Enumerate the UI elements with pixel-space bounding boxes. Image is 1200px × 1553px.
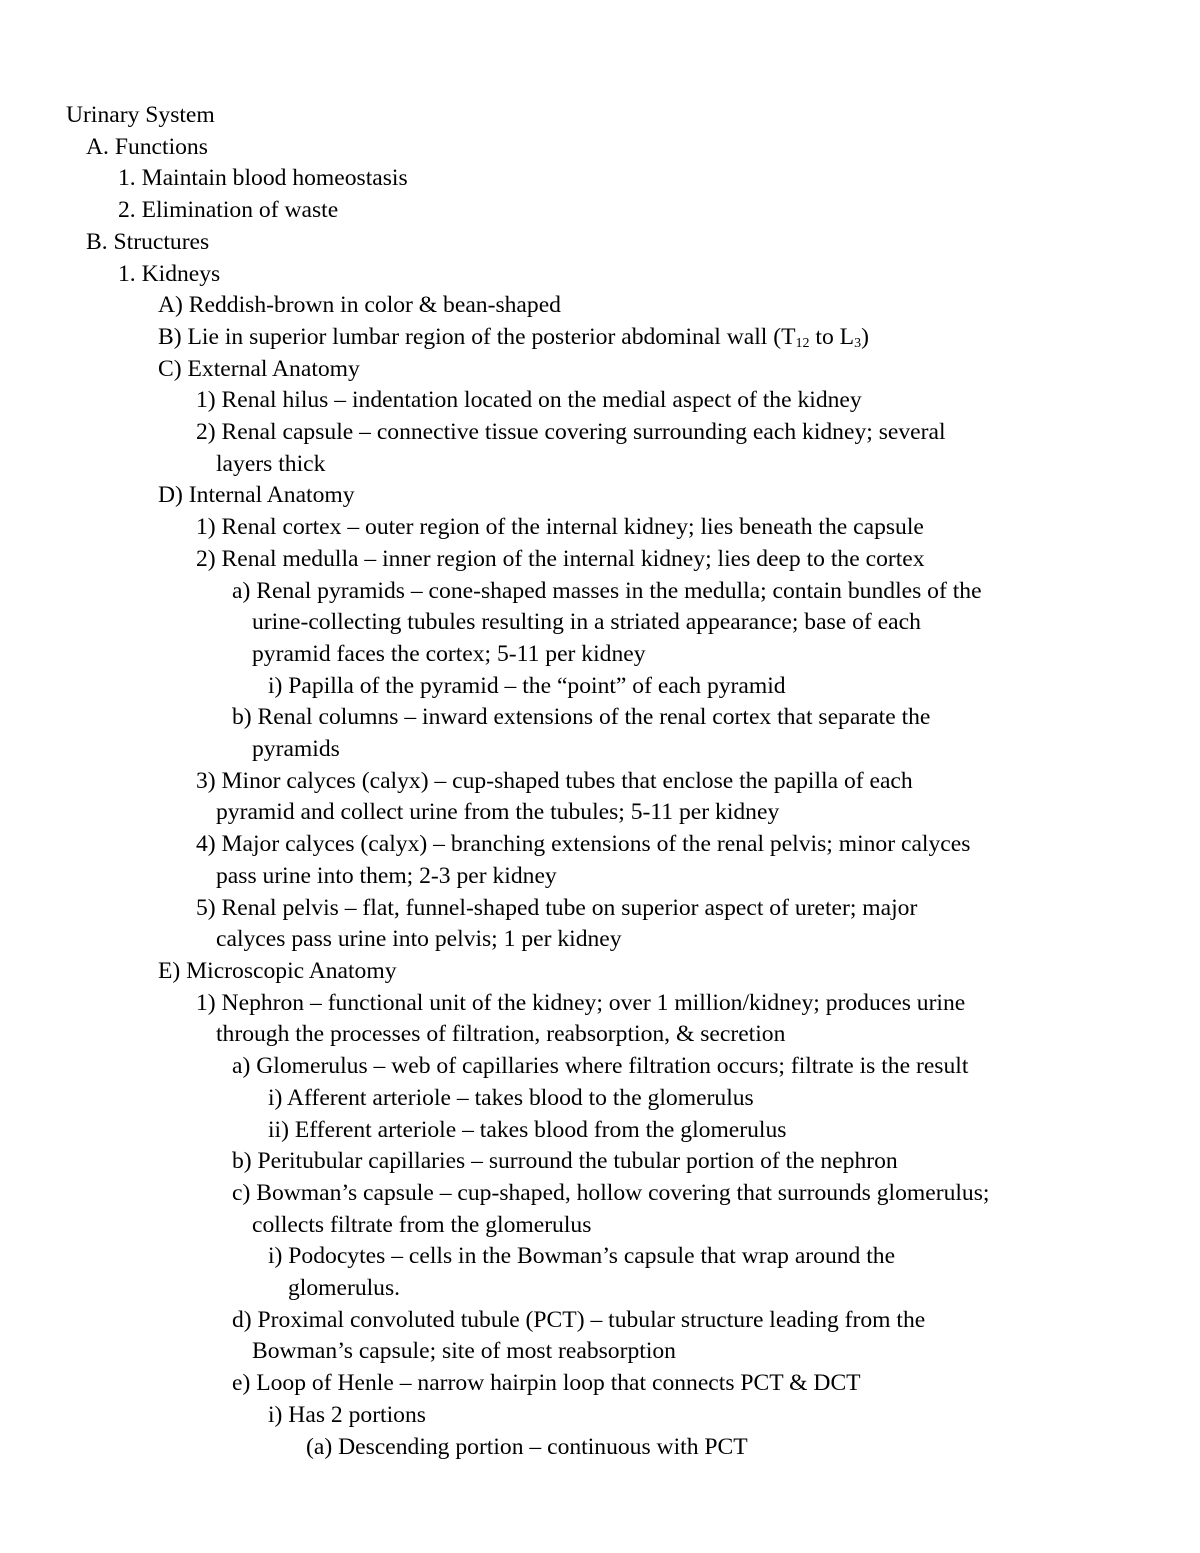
outline-line-text: ) — [861, 323, 869, 350]
outline-line: b) Peritubular capillaries – surround the tubular portion of the nephron — [232, 1148, 898, 1175]
outline-line: i) Papilla of the pyramid – the “point” of each pyramid — [268, 672, 786, 699]
outline-line: 4) Major calyces (calyx) – branching extensions of the renal pelvis; minor calyces — [196, 831, 971, 858]
outline-line: 1) Renal cortex – outer region of the internal kidney; lies beneath the capsule — [196, 514, 924, 541]
outline-line: e) Loop of Henle – narrow hairpin loop that connects PCT & DCT — [232, 1370, 861, 1397]
outline-line: E) Microscopic Anatomy — [158, 957, 397, 984]
outline-line: 2) Renal capsule – connective tissue covering surrounding each kidney; several — [196, 419, 946, 446]
subscript: 3 — [854, 335, 862, 351]
outline-line-continued: glomerulus. — [288, 1275, 401, 1302]
outline-line-continued: urine-collecting tubules resulting in a striated appearance; base of each — [252, 609, 921, 636]
outline-line: D) Internal Anatomy — [158, 482, 355, 509]
outline-line: 1) Nephron – functional unit of the kidney; over 1 million/kidney; produces urine — [196, 989, 966, 1016]
outline-line: A. Functions — [86, 133, 208, 160]
outline-line: 3) Minor calyces (calyx) – cup-shaped tubes that enclose the papilla of each — [196, 767, 913, 794]
outline-line-text: to L — [809, 323, 855, 350]
outline-line: c) Bowman’s capsule – cup-shaped, hollow covering that surrounds glomerulus; — [232, 1179, 990, 1206]
outline-line: C) External Anatomy — [158, 355, 360, 382]
outline-line-text: B) Lie in superior lumbar region of the posterior abdominal wall (T — [158, 323, 796, 350]
outline-line: i) Has 2 portions — [268, 1401, 426, 1428]
outline-line-continued: collects filtrate from the glomerulus — [252, 1211, 592, 1238]
outline-line: d) Proximal convoluted tubule (PCT) – tubular structure leading from the — [232, 1306, 926, 1333]
outline-line: ii) Efferent arteriole – takes blood from the glomerulus — [268, 1116, 787, 1143]
outline-line-continued: pass urine into them; 2-3 per kidney — [216, 862, 557, 889]
outline-line-continued: pyramid faces the cortex; 5-11 per kidney — [252, 640, 646, 667]
subscript: 12 — [795, 335, 810, 351]
outline-line: b) Renal columns – inward extensions of the renal cortex that separate the — [232, 704, 931, 731]
outline-line-continued: through the processes of filtration, reabsorption, & secretion — [216, 1021, 786, 1048]
outline-line-continued: Bowman’s capsule; site of most reabsorption — [252, 1338, 676, 1365]
document-title: Urinary System — [66, 102, 215, 128]
outline-line: i) Afferent arteriole – takes blood to the glomerulus — [268, 1084, 754, 1111]
outline-line: a) Glomerulus – web of capillaries where filtration occurs; filtrate is the result — [232, 1053, 969, 1080]
outline-line: 1) Renal hilus – indentation located on the medial aspect of the kidney — [196, 387, 862, 414]
outline-line-continued: calyces pass urine into pelvis; 1 per kidney — [216, 926, 622, 953]
outline-line-continued: pyramid and collect urine from the tubules; 5-11 per kidney — [216, 799, 780, 826]
outline-list — [0, 100, 1200, 1463]
outline-line: a) Renal pyramids – cone-shaped masses in the medulla; contain bundles of the — [232, 577, 982, 604]
outline-line: i) Podocytes – cells in the Bowman’s capsule that wrap around the — [268, 1243, 896, 1270]
outline-line: A) Reddish-brown in color & bean-shaped — [158, 292, 561, 319]
outline-line: 5) Renal pelvis – flat, funnel-shaped tube on superior aspect of ureter; major — [196, 894, 918, 921]
outline-line: 2) Renal medulla – inner region of the internal kidney; lies deep to the cortex — [196, 545, 925, 572]
outline-line: 1. Maintain blood homeostasis — [118, 165, 408, 192]
outline-line — [0, 322, 1200, 354]
outline-line: B. Structures — [86, 228, 210, 255]
outline-line: 2. Elimination of waste — [118, 197, 339, 224]
outline-line-continued: pyramids — [252, 736, 340, 763]
outline-line: (a) Descending portion – continuous with PCT — [306, 1433, 748, 1460]
outline-line: 1. Kidneys — [118, 260, 221, 287]
outline-line-continued: layers thick — [216, 450, 326, 477]
